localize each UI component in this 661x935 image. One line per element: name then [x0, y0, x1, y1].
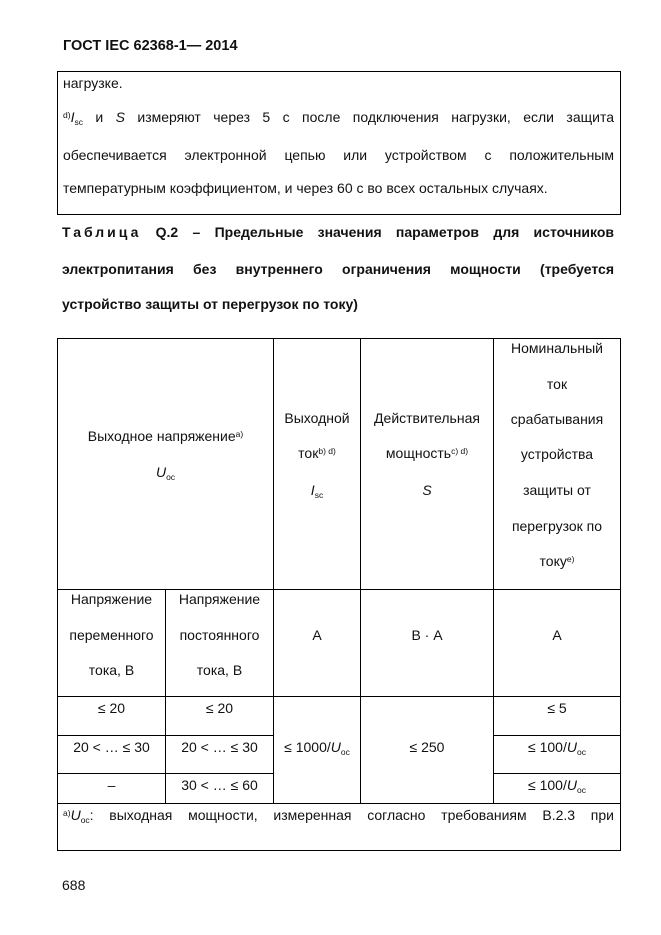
header-voltage-label [58, 428, 273, 444]
current-pre: ≤ 1000/ [284, 739, 331, 755]
table-footnote [63, 807, 614, 825]
header-output-voltage [58, 339, 273, 589]
table-cell-rated-1 [494, 697, 620, 735]
note-text-a: и [82, 109, 116, 125]
rated-pre: ≤ 100/ [528, 739, 567, 755]
power-sym: S [422, 482, 432, 498]
note-text-b: измеряют через 5 с после подключения нагрузки, если защита [124, 109, 614, 125]
note-symbol-s: S [115, 109, 125, 125]
footnote-sym: U [70, 807, 81, 823]
rated-line-1: Номинальный [511, 340, 603, 356]
cell-text: 30 < … ≤ 60 [181, 777, 258, 793]
rated-sub: oc [576, 747, 586, 757]
table-caption-line-2: электропитания без внутреннего ограничения мощности (требуется [62, 261, 614, 277]
document-header: ГОСТ IEC 62368-1— 2014 [63, 38, 238, 54]
caption-label: Таблица [62, 224, 142, 240]
note-line-4: температурным коэффициентом, и через 60 с во всех остальных случаях. [63, 180, 548, 196]
table-cell-dc-3 [166, 774, 273, 803]
cell-text: ≤ 250 [409, 739, 445, 755]
rated-sym: U [566, 777, 577, 793]
note-line-3: обеспечивается электронной цепью или устройством с положительным [63, 147, 614, 163]
header-rated-current [494, 339, 620, 589]
table-cell-ac-2 [58, 736, 165, 773]
power-sup: c) d) [451, 446, 469, 456]
footnote-box [57, 71, 621, 215]
current-line-2 [274, 445, 360, 461]
unit-power [361, 590, 493, 696]
note-mark: d) [63, 110, 71, 120]
voltage-sym: U [155, 464, 167, 480]
current-value-sub: oc [340, 747, 350, 757]
subheader-dc-voltage [166, 590, 273, 696]
rated-line-6: перегрузок по [511, 518, 603, 534]
rated-line-2: ток [546, 376, 568, 392]
current-sym: I [310, 482, 315, 498]
power-line-2 [361, 445, 493, 461]
table-cell-ac-3 [58, 774, 165, 803]
table-caption-line-3: устройство защиты от перегрузок по току) [62, 296, 358, 312]
ac-line-3: тока, В [88, 662, 135, 678]
power-symbol [361, 482, 493, 498]
current-sub: sc [314, 490, 324, 500]
cell-text: – [107, 777, 116, 793]
unit-power-text: В · А [411, 627, 443, 643]
current-line-1: Выходной [284, 410, 350, 426]
voltage-text: Выходное напряжение [87, 428, 236, 444]
rated-line-3: срабатывания [510, 411, 604, 427]
header-output-current [274, 339, 360, 589]
cell-text: ≤ 20 [97, 700, 126, 716]
rated-line-5: защиты от [523, 482, 591, 498]
rated-sym: U [566, 739, 577, 755]
current-text: ток [298, 445, 319, 461]
header-voltage-symbol [58, 464, 273, 482]
footnote-text: : выходная мощности, измеренная согласно требованиям В.2.3 при [89, 807, 614, 823]
unit-rated [494, 590, 620, 696]
page-number: 688 [62, 877, 86, 893]
unit-rated-text: А [552, 627, 562, 643]
cell-text: 20 < … ≤ 30 [181, 739, 258, 755]
header-apparent-power [361, 339, 493, 589]
current-value-sym: U [330, 739, 341, 755]
rated-line-4: устройства [520, 446, 594, 462]
dc-line-3: тока, В [196, 662, 243, 678]
power-text: мощность [385, 445, 452, 461]
dc-line-1: Напряжение [178, 591, 261, 607]
unit-current [274, 590, 360, 696]
rated-pre: ≤ 100/ [528, 777, 567, 793]
rated-sup: e) [566, 554, 575, 564]
table-cell-rated-2 [494, 736, 620, 773]
grid-line [58, 803, 620, 804]
ac-line-2: переменного [69, 627, 154, 643]
cell-text [274, 739, 360, 757]
cell-text [494, 777, 620, 795]
note-line-1: нагрузке. [63, 75, 123, 91]
voltage-sup: a) [235, 429, 244, 439]
cell-text: ≤ 20 [205, 700, 234, 716]
limits-table [57, 338, 621, 851]
table-cell-rated-3 [494, 774, 620, 803]
rated-line-7 [494, 553, 620, 569]
subheader-ac-voltage [58, 590, 165, 696]
rated-text: току [539, 553, 567, 569]
caption-text-1: Q.2 – Предельные значения параметров для источников [141, 224, 614, 240]
table-cell-power-merged [361, 697, 493, 803]
table-cell-current-merged [274, 697, 360, 803]
ac-line-1: Напряжение [70, 591, 153, 607]
rated-sub: oc [576, 785, 586, 795]
cell-text: ≤ 5 [547, 700, 567, 716]
unit-current-text: А [312, 627, 322, 643]
cell-text: 20 < … ≤ 30 [73, 739, 150, 755]
voltage-sub: oc [166, 472, 176, 482]
table-caption-line-1 [62, 224, 614, 240]
table-cell-dc-1 [166, 697, 273, 735]
table-cell-dc-2 [166, 736, 273, 773]
dc-line-2: постоянного [179, 627, 260, 643]
current-sup: b) d) [318, 446, 336, 456]
note-line-2 [63, 109, 614, 127]
table-cell-ac-1 [58, 697, 165, 735]
cell-text [494, 739, 620, 757]
current-symbol [274, 482, 360, 500]
footnote-sub: oc [80, 815, 90, 825]
power-line-1: Действительная [374, 410, 480, 426]
note-sub-sc: sc [74, 117, 83, 127]
note-symbol-i: I [70, 109, 75, 125]
footnote-mark: a) [63, 808, 71, 818]
